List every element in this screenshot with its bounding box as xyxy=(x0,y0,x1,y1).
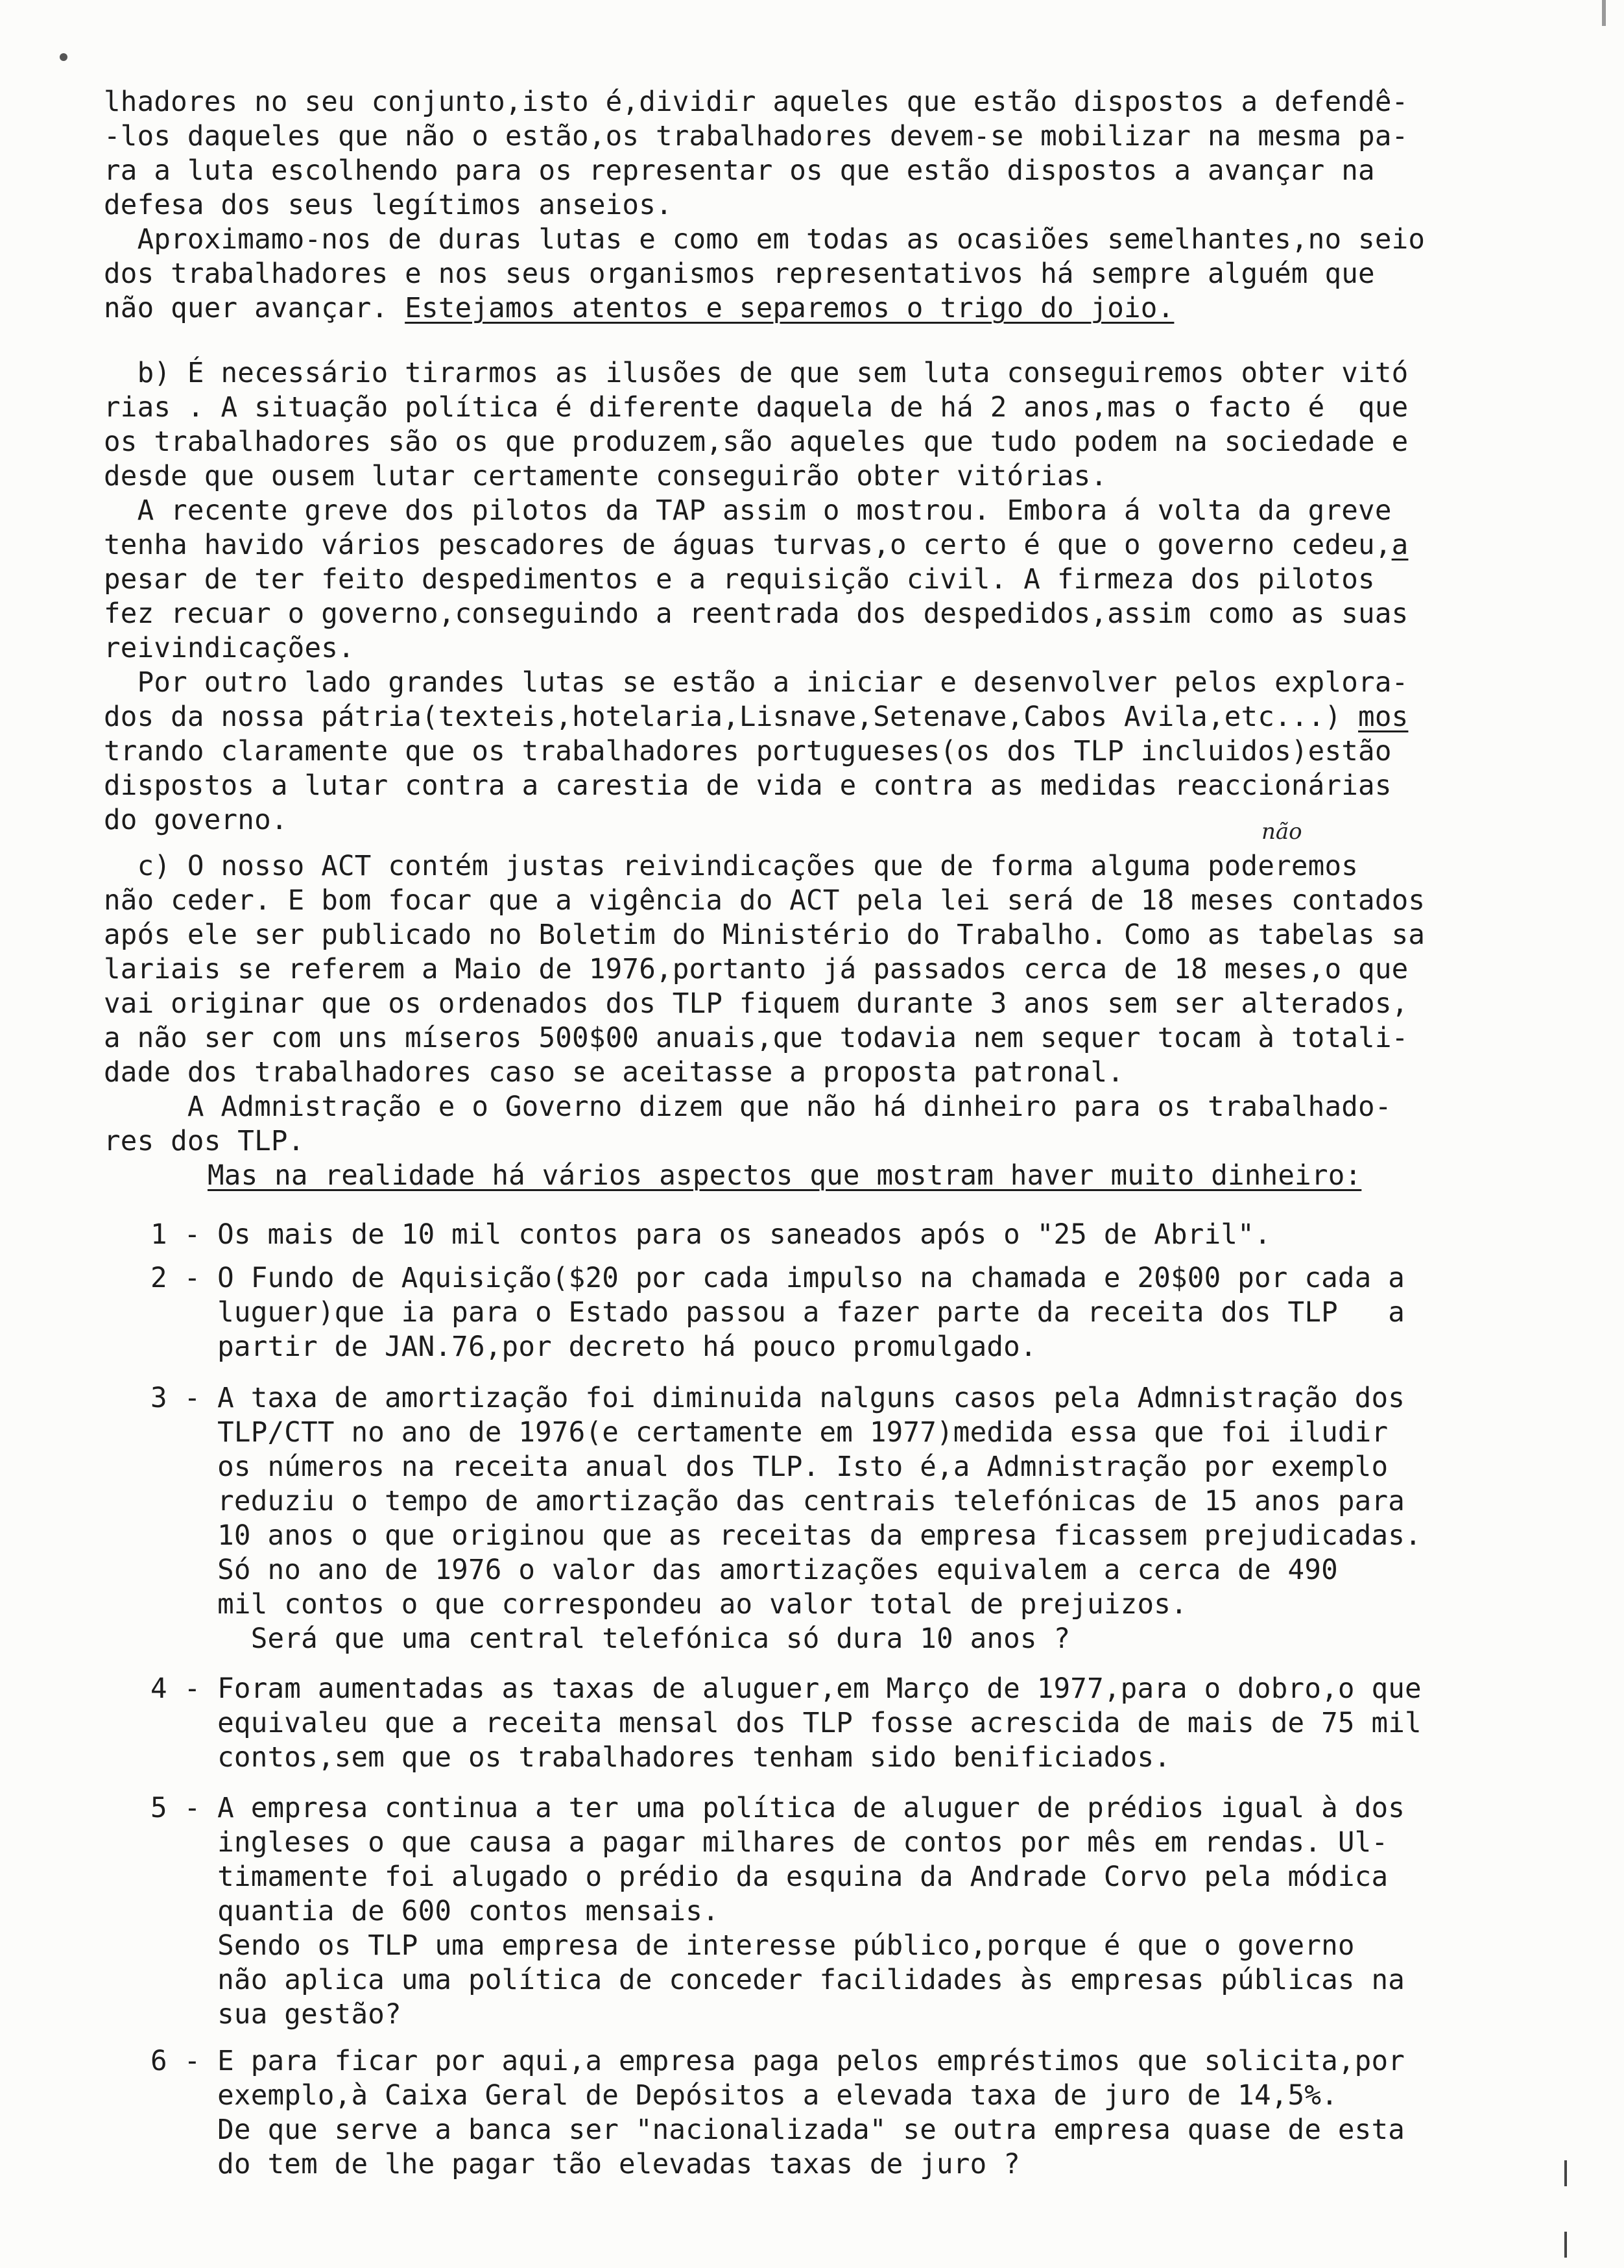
text-line: desde que ousem lutar certamente conseguirão obter vitórias. xyxy=(104,461,1108,492)
text-line: não ceder. E bom focar que a vigência do ACT pela lei será de 18 meses contados xyxy=(104,885,1426,917)
list-item-continuation: Só no ano de 1976 o valor das amortizações equivalem a cerca de 490 xyxy=(150,1554,1338,1586)
edge-mark xyxy=(1564,2160,1567,2186)
handwritten-annotation: não xyxy=(1261,819,1302,845)
list-item-continuation: Sendo os TLP uma empresa de interesse público,porque é que o governo xyxy=(150,1930,1355,1962)
text-line xyxy=(104,291,1174,327)
text-line: A Admnistração e o Governo dizem que não há dinheiro para os trabalhado- xyxy=(104,1091,1392,1123)
list-item-continuation: reduziu o tempo de amortização das centrais telefónicas de 15 anos para xyxy=(150,1486,1405,1517)
underlined-text: a xyxy=(1391,529,1409,561)
text-span: não quer avançar. xyxy=(104,293,405,324)
text-span: tenha havido vários pescadores de águas turvas,o certo é que o governo cedeu, xyxy=(104,529,1392,561)
text-line xyxy=(104,699,1408,736)
text-line: dispostos a lutar contra a carestia de vida e contra as medidas reaccionárias xyxy=(104,770,1392,802)
edge-mark xyxy=(1602,0,1606,26)
list-item-continuation: exemplo,à Caixa Geral de Depósitos a elevada taxa de juro de 14,5%. xyxy=(150,2080,1338,2112)
underlined-heading: Mas na realidade há vários aspectos que mostram haver muito dinheiro: xyxy=(208,1160,1362,1192)
text-line: defesa dos seus legítimos anseios. xyxy=(104,189,673,221)
text-line: lhadores no seu conjunto,isto é,dividir aqueles que estão dispostos a defendê- xyxy=(104,86,1409,118)
list-item: 3 - A taxa de amortização foi diminuida nalguns casos pela Admnistração dos xyxy=(150,1382,1405,1414)
list-item-continuation: ingleses o que causa a pagar milhares de contos por mês em rendas. Ul- xyxy=(150,1827,1389,1859)
text-line: -los daqueles que não o estão,os trabalhadores devem-se mobilizar na mesma pa- xyxy=(104,121,1409,152)
text-line: dade dos trabalhadores caso se aceitasse a proposta patronal. xyxy=(104,1057,1125,1089)
list-item-continuation: De que serve a banca ser "nacionalizada" se outra empresa quase de esta xyxy=(150,2114,1405,2146)
text-line: após ele ser publicado no Boletim do Ministério do Trabalho. Como as tabelas sa xyxy=(104,919,1426,951)
underlined-text: mos xyxy=(1358,701,1409,733)
list-item-continuation: TLP/CTT no ano de 1976(e certamente em 1977)medida essa que foi iludir xyxy=(150,1417,1389,1449)
text-line: vai originar que os ordenados dos TLP fiquem durante 3 anos sem ser alterados, xyxy=(104,988,1409,1020)
text-line: a não ser com uns míseros 500$00 anuais,que todavia nem sequer tocam à totali- xyxy=(104,1022,1409,1054)
text-span: dos da nossa pátria(texteis,hotelaria,Lisnave,Setenave,Cabos Avila,etc...) xyxy=(104,701,1359,733)
section-b-heading-line: b) É necessário tirarmos as ilusões de que sem luta conseguiremos obter vitó xyxy=(104,357,1409,389)
underlined-text: Estejamos atentos e separemos o trigo do joio. xyxy=(405,293,1175,324)
text-line: trando claramente que os trabalhadores portugueses(os dos TLP incluidos)estão xyxy=(104,736,1392,767)
list-item-continuation: os números na receita anual dos TLP. Isto é,a Admnistração por exemplo xyxy=(150,1451,1389,1483)
text-line: dos trabalhadores e nos seus organismos representativos há sempre alguém que xyxy=(104,258,1375,290)
section-c-heading-line: c) O nosso ACT contém justas reivindicações que de forma alguma poderemos xyxy=(104,850,1359,882)
list-item-continuation: mil contos o que correspondeu ao valor total de prejuizos. xyxy=(150,1589,1188,1621)
list-item-continuation: contos,sem que os trabalhadores tenham sido benificiados. xyxy=(150,1742,1171,1774)
text-line: pesar de ter feito despedimentos e a requisição civil. A firmeza dos pilotos xyxy=(104,564,1375,596)
text-line: lariais se referem a Maio de 1976,portanto já passados cerca de 18 meses,o que xyxy=(104,954,1409,985)
list-item: 5 - A empresa continua a ter uma política de aluguer de prédios igual à dos xyxy=(150,1792,1405,1824)
list-item-continuation: 10 anos o que originou que as receitas da empresa ficassem prejudicadas. xyxy=(150,1520,1422,1552)
text-line: reivindicações. xyxy=(104,633,355,664)
list-item: 2 - O Fundo de Aquisição($20 por cada impulso na chamada e 20$00 por cada a xyxy=(150,1262,1405,1294)
list-item-continuation: equivaleu que a receita mensal dos TLP fosse acrescida de mais de 75 mil xyxy=(150,1707,1422,1739)
list-item-continuation: não aplica uma política de conceder facilidades às empresas públicas na xyxy=(150,1964,1405,1996)
text-line: Por outro lado grandes lutas se estão a iniciar e desenvolver pelos explora- xyxy=(104,667,1409,699)
list-item: 1 - Os mais de 10 mil contos para os saneados após o "25 de Abril". xyxy=(150,1219,1271,1251)
list-item-continuation: Será que uma central telefónica só dura 10 anos ? xyxy=(150,1623,1071,1655)
list-item-continuation: timamente foi alugado o prédio da esquina da Andrade Corvo pela módica xyxy=(150,1861,1389,1893)
list-item-continuation: quantia de 600 contos mensais. xyxy=(150,1896,719,1927)
list-item-continuation: do tem de lhe pagar tão elevadas taxas de juro ? xyxy=(150,2149,1020,2180)
list-item-continuation: partir de JAN.76,por decreto há pouco promulgado. xyxy=(150,1331,1037,1363)
punch-mark xyxy=(60,53,67,61)
text-line: ra a luta escolhendo para os representar os que estão dispostos a avançar na xyxy=(104,155,1375,187)
list-item-continuation: sua gestão? xyxy=(150,1999,401,2031)
text-line: os trabalhadores são os que produzem,são aqueles que tudo podem na sociedade e xyxy=(104,426,1409,458)
text-line: A recente greve dos pilotos da TAP assim o mostrou. Embora á volta da greve xyxy=(104,495,1392,527)
text-line: Aproximamo-nos de duras lutas e como em todas as ocasiões semelhantes,no seio xyxy=(104,224,1426,256)
list-item: 6 - E para ficar por aqui,a empresa paga pelos empréstimos que solicita,por xyxy=(150,2045,1405,2077)
list-item: 4 - Foram aumentadas as taxas de aluguer,em Março de 1977,para o dobro,o que xyxy=(150,1673,1422,1705)
text-line: fez recuar o governo,conseguindo a reentrada dos despedidos,assim como as suas xyxy=(104,598,1409,630)
text-line: do governo. xyxy=(104,804,288,836)
text-line: res dos TLP. xyxy=(104,1126,305,1157)
text-line: rias . A situação política é diferente daquela de há 2 anos,mas o facto é que xyxy=(104,392,1409,424)
text-line xyxy=(104,527,1408,564)
list-item-continuation: luguer)que ia para o Estado passou a fazer parte da receita dos TLP a xyxy=(150,1297,1405,1329)
edge-mark xyxy=(1564,2232,1567,2258)
